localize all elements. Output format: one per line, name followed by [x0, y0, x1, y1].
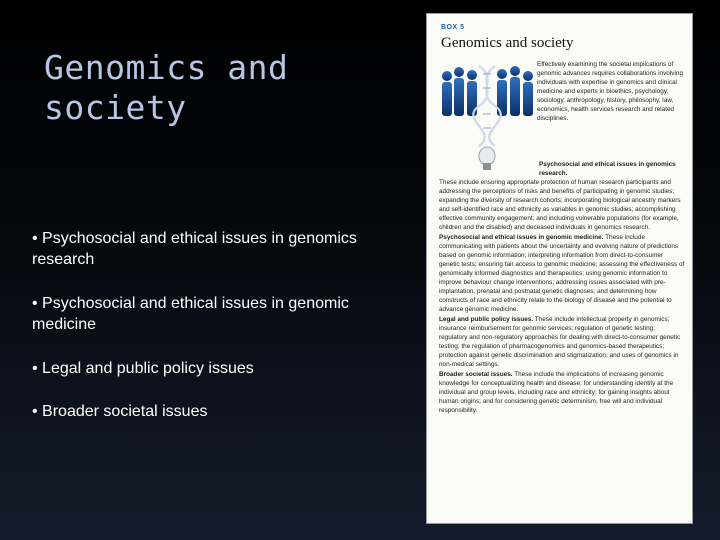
box-section	[439, 315, 685, 369]
box-label: BOX 5	[441, 24, 465, 31]
box-section-text: These include the implications of increasing genomic knowledge for conceptualizing health and disease; for understanding identity at the individual and group levels, including race and ethnicity; for gaining insights about human origins; and for considering genetic determinism, free will and individual responsibility.	[439, 371, 674, 414]
box-section-text: These include intellectual property in genomics; insurance reimbursement for genomic services; regulation of genetic testing; regulatory and non-regulatory approaches for dealing with direct-to-consumer genetic testing; the regulation of pharmacogenomics and genomics-based therapeutics; protection against genetic discrimination and stigmatization; and uses of genomics in non-medical settings.	[439, 316, 681, 368]
box-section-heading: Psychosocial and ethical issues in genomics research.	[539, 161, 676, 177]
box-title: Genomics and society	[441, 35, 574, 51]
box-section	[439, 233, 685, 314]
box-body	[439, 160, 685, 416]
box-section-heading: Broader societal issues.	[439, 371, 513, 378]
box-section	[439, 160, 685, 232]
bullet-item: • Legal and public policy issues	[32, 360, 254, 377]
bullet-item: • Psychosocial and ethical issues in genomics research	[32, 230, 357, 268]
bullet-item: • Broader societal issues	[32, 403, 208, 420]
bullet-item: • Psychosocial and ethical issues in genomic medicine	[32, 295, 349, 333]
box-section-heading: Psychosocial and ethical issues in genomic medicine.	[439, 234, 604, 241]
people-dna-helix-illustration-icon	[439, 62, 535, 172]
box-panel	[426, 13, 693, 524]
box-intro: Effectively examining the societal implications of genomic advances requires collaborations involving individuals with expertise in genomics and clinical medicine and experts in bioethics, psychology, sociology, anthropology, history, philosophy, law, economics, health services research and related disciplines.	[537, 61, 684, 122]
slide-title: Genomics and society	[44, 48, 289, 127]
box-section-heading: Legal and public policy issues.	[439, 316, 534, 323]
bullet-list	[32, 228, 362, 445]
box-section-text: These include communicating with patients about the uncertainty and evolving nature of predictions based on genomic information; interpreting information from direct-to-consumer genetic tests; ensuring fair access to genomic medicine; assessing the effectiveness of genomically informed diagnostics and therapeutics; using genomic information to improve behaviour change interventions; addressing issues associated with pre-implantation, prenatal and postnatal genetic diagnoses; and determining how constructs of race and ethnicity relate to the biology of disease and the potential to advance genomic medicine.	[439, 234, 685, 313]
box-section	[439, 370, 685, 415]
box-section-text: These include ensuring appropriate protection of human research participants and addressing the perceptions of risks and benefits of participating in genomic studies; expanding the diversity of research cohorts; incorporating biological ancestry markers and self-identified race and ethnicity as variables in genomic studies; accomplishing effective community engagement; and including vulnerable populations (for example, children and the disabled) and deceased individuals in genomics research.	[439, 179, 681, 231]
